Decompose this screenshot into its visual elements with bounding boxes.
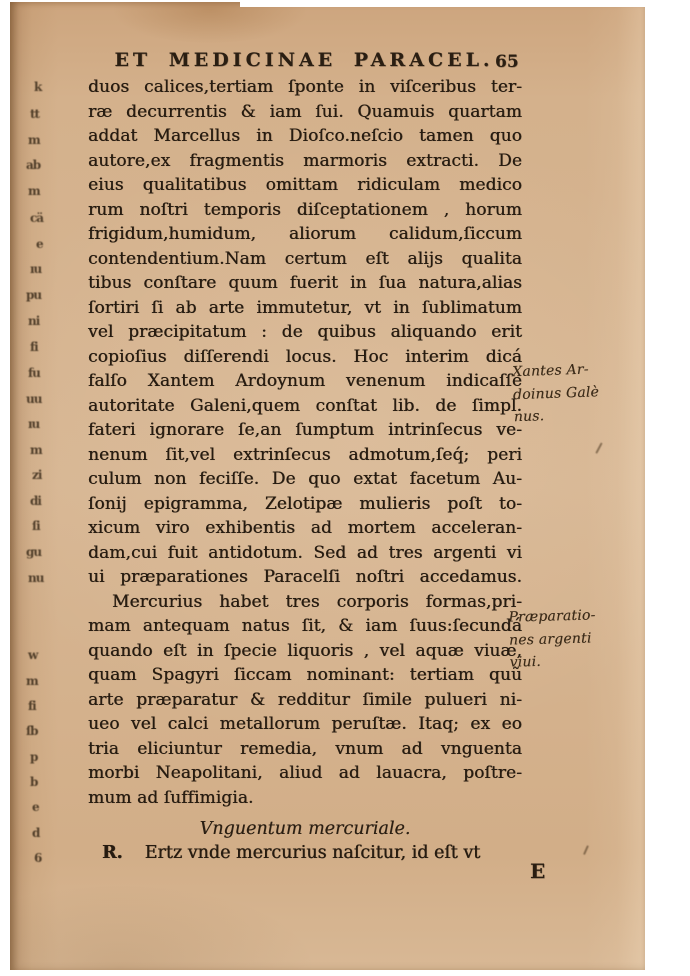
body-line: falſo Xantem Ardoynum venenum indicaſſe (88, 371, 522, 391)
body-line: Mercurius habet tres corporis formas,pri- (112, 591, 522, 612)
gutter-fragment: b (30, 775, 38, 789)
running-title: ET MEDICINAE PARACEL. (114, 49, 494, 71)
body-line: xicum viro exhibentis ad mortem acceleran- (88, 518, 522, 538)
page-number: 65 (495, 52, 519, 72)
body-line: autore,ex fragmentis marmoris extracti. De (88, 150, 522, 171)
body-line: fateri ignorare ſe,an ſumptum intrinſecus ve- (88, 420, 522, 440)
body-line: ueo vel calci metallorum peruſtæ. Itaq; ex eo (88, 714, 522, 734)
gutter-fragment: di (30, 494, 41, 508)
ink-speck (583, 845, 588, 855)
margin-note-line: Præparatio- (508, 607, 596, 626)
gutter-fragment: p (30, 750, 38, 764)
gutter-fragment: ni (28, 314, 40, 328)
body-line: eius qualitatibus omittam ridiculam medico (88, 175, 522, 195)
body-line: contendentium.Nam certum eſt alijs qualita (88, 248, 522, 269)
body-line: frigidum,humidum, aliorum calidum,ſiccum (88, 224, 522, 244)
margin-note-line: viui. (509, 653, 542, 671)
body-line: duos calices,tertiam ſponte in viſceribus ter- (88, 77, 522, 97)
body-line: quando eſt in ſpecie liquoris , vel aquæ viuæ, (88, 640, 522, 661)
body-line: rum noſtri temporis diſceptationem , horum (88, 199, 522, 220)
body-paragraphs (88, 75, 522, 810)
gutter-fragment: ıu (30, 262, 42, 276)
gutter-fragment: gu (26, 545, 42, 559)
body-line: tria eliciuntur remedia, vnum ad vnguenta (88, 738, 522, 759)
recipe-symbol: R. (102, 843, 123, 863)
body-line: quam Spagyri ſiccam nominant: tertiam quũ (88, 665, 522, 685)
gutter-fragment: fu (28, 366, 40, 380)
gutter-fragment: tt (30, 107, 40, 121)
margin-note-line: nus. (513, 408, 545, 426)
gutter-fragment: ſi (32, 519, 40, 533)
margin-note-line: nes argenti (508, 630, 592, 649)
body-line: tibus conſtare quum fuerit in ſua natura,alias (88, 273, 522, 293)
recipe-text: Ertz vnde mercurius naſcitur, id eſt vt (144, 843, 481, 863)
gutter-fragment: k (34, 80, 42, 94)
gutter-fragment: ıu (28, 417, 40, 431)
body-line: morbi Neapolitani, aliud ad lauacra, poſtre- (88, 763, 522, 783)
gutter-fragment: nu (28, 571, 44, 585)
recipe-line (88, 841, 522, 866)
gutter-fragment: fi (30, 340, 38, 354)
body-line: addat Marcellus in Dioſco.neſcio tamen quo (88, 126, 522, 146)
body-line: ræ decurrentis & iam ſui. Quamuis quartam (88, 101, 522, 122)
scan-border-top (240, 0, 690, 7)
body-line: copioſius diſſerendi locus. Hoc interim dicá (88, 346, 522, 367)
gutter-fragment: e (32, 800, 39, 814)
body-line: mam antequam natus ſit, & iam ſuus:ſecundá (88, 616, 522, 636)
body-line: nenum ſit,vel extrinſecus admotum,ſeq́; peri (88, 444, 522, 465)
gutter-fragment: zi (32, 468, 42, 482)
gutter-fragment: m (30, 443, 42, 457)
margin-note-line: doinus Galè (512, 383, 600, 403)
gutter-fragment: cä (30, 211, 44, 225)
gutter-fragment: w (28, 648, 38, 662)
signature-mark: E (530, 859, 546, 883)
margin-note-line: Xantes Ar- (511, 361, 589, 381)
margin-note (512, 357, 642, 429)
gutter-fragment: pu (26, 288, 42, 302)
body-line: vel præcipitatum : de quibus aliquando erit (88, 322, 522, 342)
body-line: ſonij epigramma, Zelotipæ mulieris poſt to- (88, 493, 522, 514)
ink-speck (595, 442, 602, 453)
book-page-scan (10, 2, 645, 970)
gutter-fragment: e (36, 237, 43, 251)
running-header (86, 49, 522, 71)
gutter-fragment: 6 (34, 851, 42, 865)
gutter-fragment: m (28, 184, 40, 198)
body-line: culum non feciſſe. De quo extat facetum Au- (88, 469, 522, 489)
body-line: ui præparationes Paracelſi noſtri accedamus. (88, 567, 522, 587)
gutter-fragment: d (32, 826, 40, 840)
body-line: dam,cui fuit antidotum. Sed ad tres argenti vi (88, 542, 522, 563)
body-line: arte præparatur & redditur ſimile pulueri ni- (88, 689, 522, 710)
gutter-fragment: ab (26, 158, 41, 172)
margin-note (508, 603, 638, 674)
gutter-fragment: m (28, 133, 40, 147)
body-line: mum ad ſuffimigia. (88, 787, 254, 808)
body-line: autoritate Galeni,quem conſtat lib. de ſimpl. (88, 395, 522, 416)
gutter-fragment: ſb (26, 724, 38, 738)
section-heading: Vnguentum mercuriale. (199, 819, 411, 839)
gutter-fragment: fi (28, 699, 36, 713)
gutter-fragment: uu (26, 392, 42, 406)
text-block (88, 75, 522, 866)
gutter-fragment: m (26, 674, 38, 688)
body-line: ſortiri ſi ab arte immutetur, vt in ſublimatum (88, 297, 522, 318)
